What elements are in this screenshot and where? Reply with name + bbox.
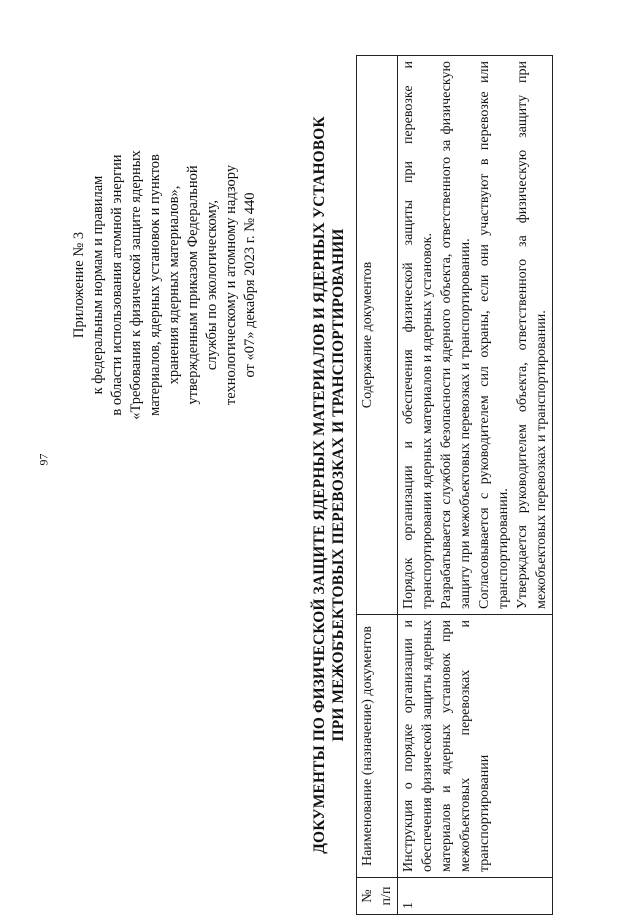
approval-line: к федеральным нормам и правилам: [90, 175, 106, 395]
header-num: № п/п: [357, 878, 398, 915]
header-content: Содержание документов: [357, 56, 398, 615]
page-number: 97: [36, 453, 51, 466]
approval-block: [70, 75, 260, 495]
table-header-row: [357, 56, 398, 915]
approval-line: Приложение № 3: [71, 231, 87, 339]
document-title-line-1: ДОКУМЕНТЫ ПО ФИЗИЧЕСКОЙ ЗАЩИТЕ ЯДЕРНЫХ МАТЕРИАЛОВ И ЯДЕРНЫХ УСТАНОВОК: [311, 116, 328, 854]
approval-line: службы по экологическому,: [204, 199, 220, 371]
row-content: [398, 56, 553, 615]
row-num: 1: [398, 878, 553, 915]
content-paragraph: Разрабатывается службой безопасности ядерного объекта, ответственного за физическую защиту при межобъектовых перевозках и транспортировании.: [439, 61, 473, 609]
approval-line: хранения ядерных материалов»,: [166, 185, 182, 385]
approval-line: утвержденным приказом Федеральной: [185, 165, 201, 405]
approval-line: «Требования к физической защите ядерных: [128, 150, 144, 420]
approval-line: в области использования атомной энергии: [109, 154, 125, 416]
approval-line: технологическому и атомному надзору: [223, 164, 239, 406]
documents-table: [356, 55, 553, 915]
approval-line: от «07» декабря 2023 г. № 440: [242, 192, 258, 378]
header-name: Наименование (назначение) документов: [357, 615, 398, 878]
rotated-page-content: [70, 55, 640, 915]
approval-line: материалов, ядерных установок и пунктов: [147, 154, 163, 416]
document-title: [310, 55, 348, 915]
content-paragraph: Порядок организации и обеспечения физической защиты при перевозке и транспортировании ядерных материалов и ядерных установок.: [401, 61, 435, 609]
document-title-line-2: ПРИ МЕЖОБЪЕКТОВЫХ ПЕРЕВОЗКАХ И ТРАНСПОРТИРОВАНИИ: [330, 228, 347, 742]
row-name: Инструкция о порядке организации и обеспечения физической защиты ядерных материалов и ядерных установок при межобъектовых перевозках и транспортировании: [398, 615, 553, 878]
table-row: [398, 56, 553, 915]
content-paragraph: Утверждается руководителем объекта, ответственного за физическую защиту при межобъектовых перевозках и транспортировании.: [515, 61, 549, 609]
content-paragraph: Согласовывается с руководителем сил охраны, если они участвуют в перевозке или транспортировании.: [477, 61, 511, 609]
